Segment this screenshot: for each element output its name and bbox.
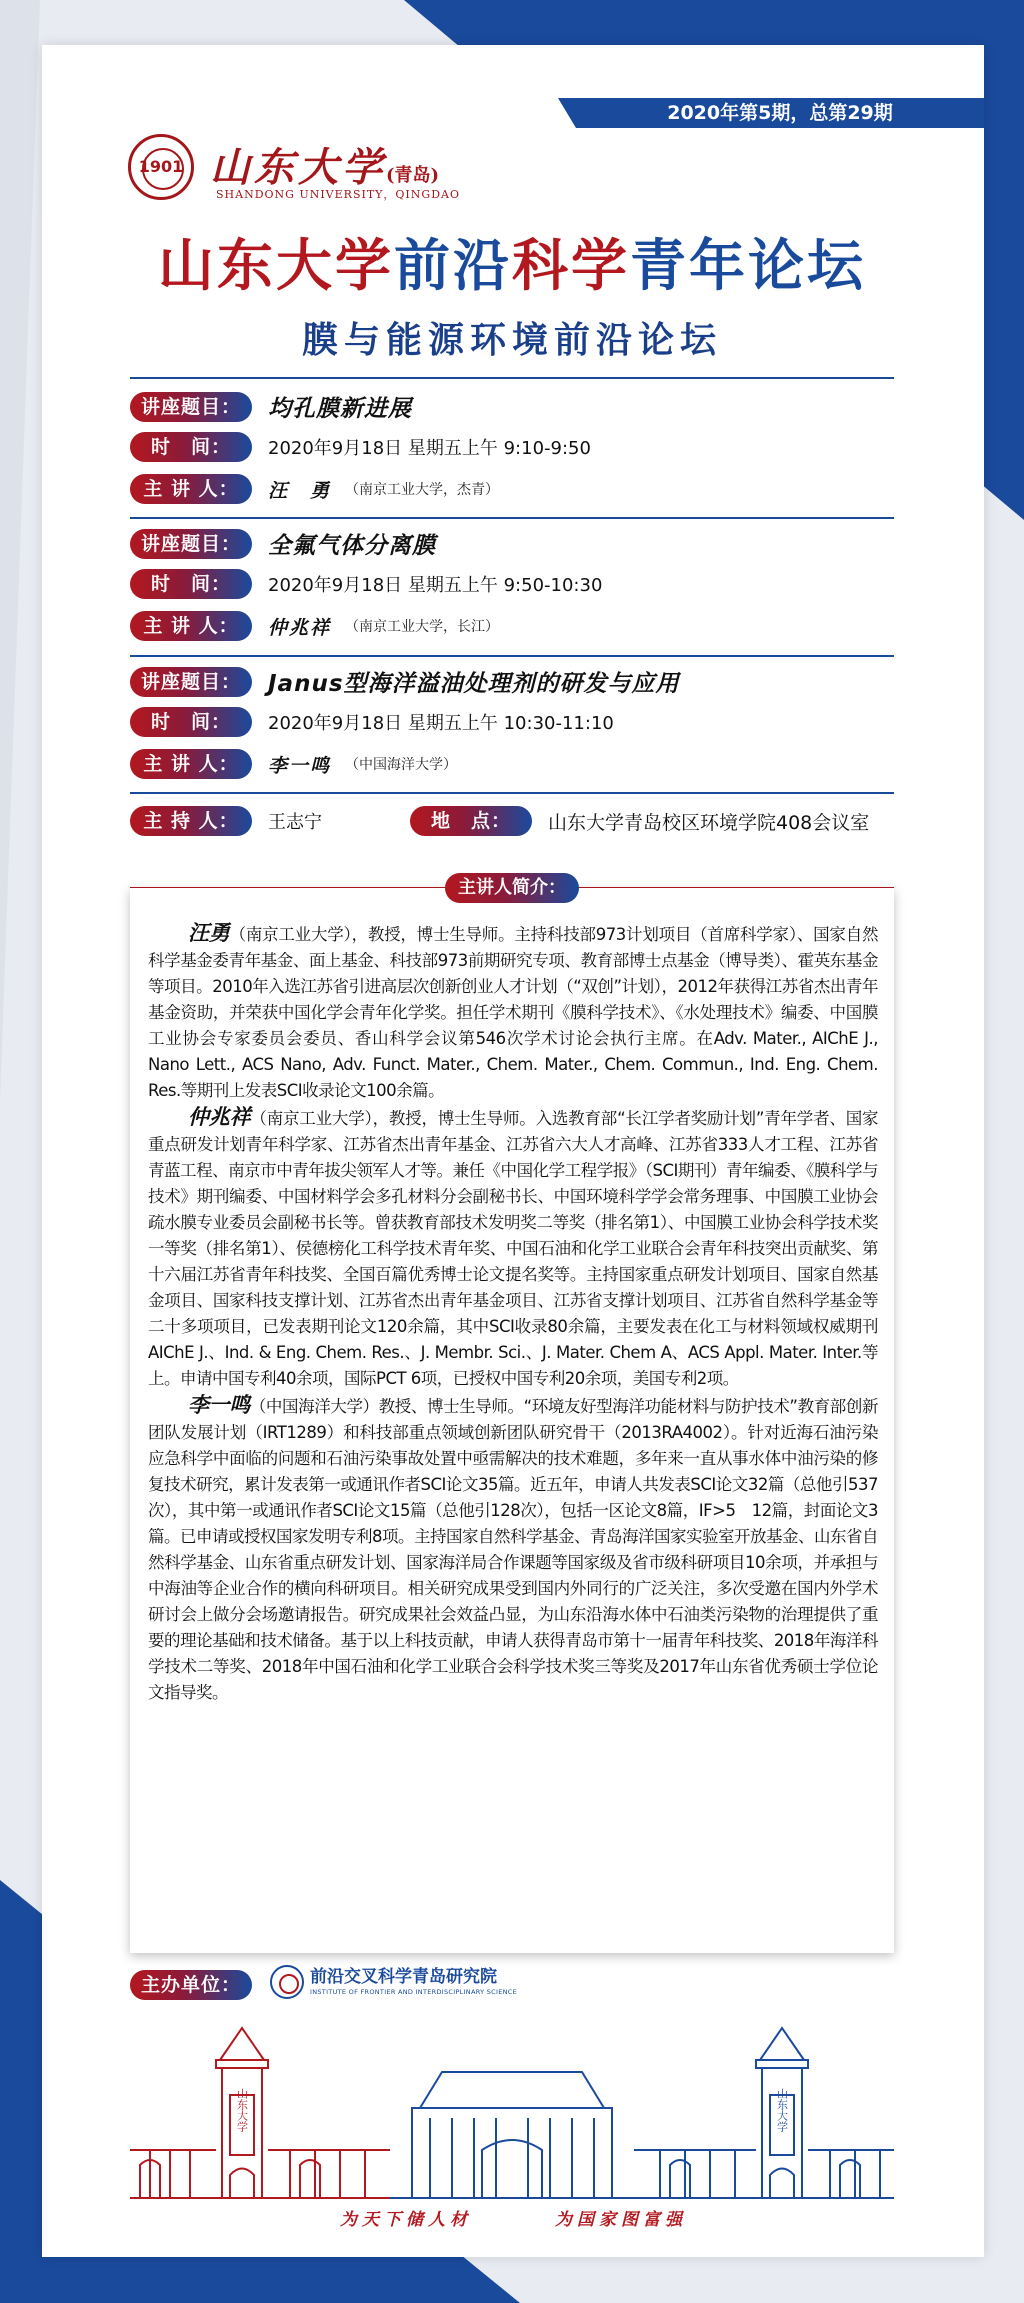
speaker-label: 主 讲 人：: [130, 749, 252, 779]
institute-logo-icon: [270, 1965, 304, 1999]
logo-name-en: SHANDONG UNIVERSITY，QINGDAO: [216, 188, 460, 201]
divider: [130, 517, 894, 519]
left-tower-sign: 山东大学: [235, 2088, 249, 2132]
university-seal-icon: [128, 134, 194, 200]
divider: [130, 377, 894, 379]
sponsor-row: [130, 1970, 252, 2000]
speaker-name: 李一鸣: [268, 754, 332, 777]
main-title: 山东大学前沿科学青年论坛: [158, 234, 866, 299]
bio-text: [148, 920, 878, 1706]
sponsor-label: 主办单位：: [130, 1970, 252, 2000]
lecture-time: 2020年9月18日 星期五上午 9:50-10:30: [268, 575, 603, 596]
bio-name: 仲兆祥: [188, 1105, 251, 1129]
speaker-label: 主 讲 人：: [130, 474, 252, 504]
speaker-label: 主 讲 人：: [130, 611, 252, 641]
lecture-1-speaker-row: [130, 474, 499, 508]
issue-banner: 2020年第5期，总第29期: [576, 98, 984, 128]
topic-label: 讲座题目：: [130, 529, 252, 559]
lecture-3-time-row: [130, 707, 614, 741]
speaker-name: 汪 勇: [268, 479, 332, 502]
lecture-1-time-row: [130, 432, 591, 466]
bio-name: 汪勇: [188, 921, 230, 945]
lecture-topic: 均孔膜新进展: [268, 396, 412, 422]
sponsor-name: [310, 1967, 517, 1997]
bio-paragraph: [148, 920, 878, 1104]
bio-body: （中国海洋大学）教授、博士生导师。“环境友好型海洋功能材料与防护技术”教育部创新团队发展计划（IRT1289）和科技部重点领域创新团队研究骨干（2013RA4002）。针对近海石油污染应急科学中面临的问题和石油污染事故处置中亟需解决的技术难题，多年来一直从事水体中油污染的修复技术研究，累计发表第一或通讯作者SCI论文35篇。近五年，申请人共发表SCI论文32篇（总他引537次），其中第一或通讯作者SCI论文15篇（总他引128次），包括一区论文8篇，IF>5 12篇，封面论文3篇。已申请或授权国家发明专利8项。主持国家自然科学基金、青岛海洋国家实验室开放基金、山东省自然科学基金、山东省重点研发计划、国家海洋局合作课题等国家级及省市级科研项目10余项，并承担与中海油等企业合作的横向科研项目。相关研究成果受到国内外同行的广泛关注，多次受邀在国内外学术研讨会上做分会场邀请报告。研究成果社会效益凸显，为山东沿海水体中石油类污染物的治理提供了重要的理论基础和技术储备。基于以上科技贡献，申请人获得青岛市第十一届青年科技奖、2018年海洋科学技术二等奖、2018年中国石油和化学工业联合会科学技术奖三等奖及2017年山东省优秀硕士学位论文指导奖。: [148, 1397, 879, 1702]
bio-heading: 主讲人简介：: [445, 873, 579, 903]
host-label: 主 持 人：: [130, 806, 252, 836]
time-label: 时 间：: [130, 432, 252, 462]
lecture-time: 2020年9月18日 星期五上午 9:10-9:50: [268, 438, 591, 459]
venue-label: 地 点：: [410, 806, 532, 836]
motto-right: 为国家图富强: [555, 2210, 687, 2230]
speaker-affiliation: （南京工业大学，长江）: [345, 619, 500, 635]
venue-text: 山东大学青岛校区环境学院408会议室: [548, 811, 870, 834]
time-label: 时 间：: [130, 569, 252, 599]
seal-mark: 1901: [138, 157, 184, 176]
right-tower-icon: [634, 2028, 894, 2198]
lecture-1-topic-row: [130, 390, 412, 424]
sponsor-name-en: INSTITUTE OF FRONTIER AND INTERDISCIPLINARY SCIENCE: [310, 1988, 518, 1996]
sponsor-logo: [270, 1965, 517, 1999]
motto-row: [0, 2205, 1024, 2235]
background-shape-left: [0, 0, 40, 1100]
lecture-3-speaker-row: [130, 749, 457, 783]
center-hall-icon: [390, 2072, 634, 2198]
divider: [130, 655, 894, 657]
campus-buildings-illustration: [130, 2000, 894, 2205]
left-tower-icon: [130, 2028, 390, 2198]
speaker-affiliation: （南京工业大学，杰青）: [345, 482, 500, 498]
lecture-time: 2020年9月18日 星期五上午 10:30-11:10: [268, 713, 614, 734]
right-tower-sign: 山东大学: [775, 2088, 789, 2132]
venue-row: [410, 806, 869, 840]
topic-label: 讲座题目：: [130, 667, 252, 697]
speaker-name: 仲兆祥: [268, 616, 332, 639]
sponsor-name-cn: 前沿交叉科学青岛研究院: [310, 1967, 497, 1987]
host-row: [130, 806, 322, 840]
lecture-2-speaker-row: [130, 611, 499, 645]
lecture-topic: 全氟气体分离膜: [268, 533, 436, 559]
topic-label: 讲座题目：: [130, 392, 252, 422]
bio-paragraph: [148, 1392, 878, 1706]
lecture-2-time-row: [130, 569, 602, 603]
host-name: 王志宁: [268, 812, 322, 833]
lecture-3-topic-row: [130, 665, 680, 699]
bio-paragraph: [148, 1104, 878, 1392]
sub-title: 膜与能源环境前沿论坛: [301, 320, 722, 361]
divider: [130, 792, 894, 794]
bio-name: 李一鸣: [188, 1393, 250, 1417]
bio-body: （南京工业大学），教授，博士生导师。入选教育部“长江学者奖励计划”青年学者、国家重点研发计划青年科学家、江苏省杰出青年基金、江苏省六大人才高峰、江苏省333人才工程、江苏省青蓝工程、南京市中青年拔尖领军人才等。兼任《中国化学工程学报》（SCI期刊）青年编委、《膜科学与技术》期刊编委、中国材料学会多孔材料分会副秘书长、中国环境科学学会常务理事、中国膜工业协会疏水膜专业委员会副秘书长等。曾获教育部技术发明奖二等奖（排名第1）、中国膜工业协会科学技术奖一等奖（排名第1）、侯德榜化工科学技术青年奖、中国石油和化学工业联合会青年科技突出贡献奖、第十六届江苏省青年科技奖、全国百篇优秀博士论文提名奖等。主持国家重点研发计划项目、国家自然基金项目、国家科技支撑计划、江苏省杰出青年基金项目、江苏省支撑计划项目、江苏省自然科学基金等二十多项项目，已发表期刊论文120余篇，其中SCI收录80余篇，主要发表在化工与材料领域权威期刊AIChE J.、Ind. & Eng. Chem. Res.、J. Membr. Sci.、J. Mater. Chem A、ACS Appl. Mater. Inter.等上。申请中国专利40余项，国际PCT 6项，已授权中国专利20余项，美国专利2项。: [148, 1109, 878, 1388]
lecture-topic: Janus型海洋溢油处理剂的研发与应用: [268, 671, 680, 697]
motto-left: 为天下储人材: [340, 2210, 472, 2230]
logo-campus: (青岛): [386, 165, 440, 186]
speaker-affiliation: （中国海洋大学）: [345, 757, 458, 773]
time-label: 时 间：: [130, 707, 252, 737]
bio-body: （南京工业大学），教授，博士生导师。主持科技部973计划项目（首席科学家）、国家自然科学基金委青年基金、面上基金、科技部973前期研究专项、教育部博士点基金（博导类）、霍英东基金等项目。2010年入选江苏省引进高层次创新创业人才计划（“双创”计划），2012年获得江苏省杰出青年基金资助，并荣获中国化学会青年化学奖。担任学术期刊《膜科学技术》、《水处理技术》编委、中国膜工业协会专家委员会委员、香山科学会议第546次学术讨论会执行主席。在Adv. Mater., AIChE J., Nano Lett., ACS Nano, Adv. Funct. Mater., Chem. Mater., Chem. Commun., Ind. Eng. Chem. Res.等期刊上发表SCI收录论文100余篇。: [148, 925, 878, 1100]
lecture-2-topic-row: [130, 527, 436, 561]
logo-name-cn: 山东大学(青岛): [210, 144, 440, 191]
